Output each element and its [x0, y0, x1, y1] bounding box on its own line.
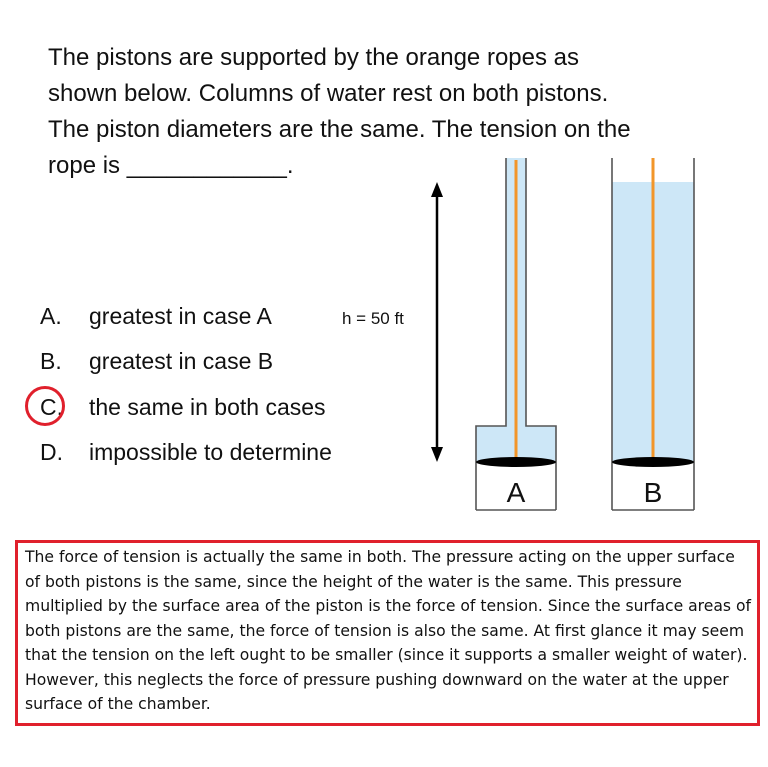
- question-line: shown below. Columns of water rest on both pistons.: [48, 80, 609, 107]
- question-line: The pistons are supported by the orange ropes as: [48, 44, 579, 71]
- case-a-label: A: [506, 477, 526, 508]
- explanation-box: [15, 540, 760, 726]
- selected-answer-circle: [25, 386, 65, 426]
- question-line: rope is ____________.: [48, 152, 294, 179]
- case-b-label: B: [643, 477, 663, 508]
- explanation-text: The force of tension is actually the same in both. The pressure acting on the upper surface of both pistons is the same, since the height of the water is the same. This pressure multiplied by the surface area of the piston is the force of tension. Since the surface areas of both pistons are the same, the force of tension is also the same. At first glance it may seem that the tension on the left ought to be smaller (since it supports a smaller weight of water). However, this neglects the force of pressure pushing downward on the water at the upper surface of the chamber.: [25, 548, 752, 713]
- option-letter: B.: [40, 348, 62, 374]
- piston-b: [612, 457, 694, 467]
- option-text: the same in both cases: [89, 394, 326, 420]
- option-text: greatest in case B: [89, 348, 274, 374]
- container-a: [476, 158, 556, 510]
- question-line: The piston diameters are the same. The tension on the: [48, 116, 631, 143]
- option-letter: A.: [40, 303, 62, 329]
- option-letter: D.: [40, 439, 63, 465]
- height-arrow: [431, 182, 443, 462]
- option-text: greatest in case A: [89, 303, 272, 329]
- piston-a: [476, 457, 556, 467]
- option-letter: C.: [40, 394, 63, 420]
- height-label: h = 50 ft: [342, 309, 404, 328]
- container-b: [612, 158, 694, 510]
- option-text: impossible to determine: [89, 439, 332, 465]
